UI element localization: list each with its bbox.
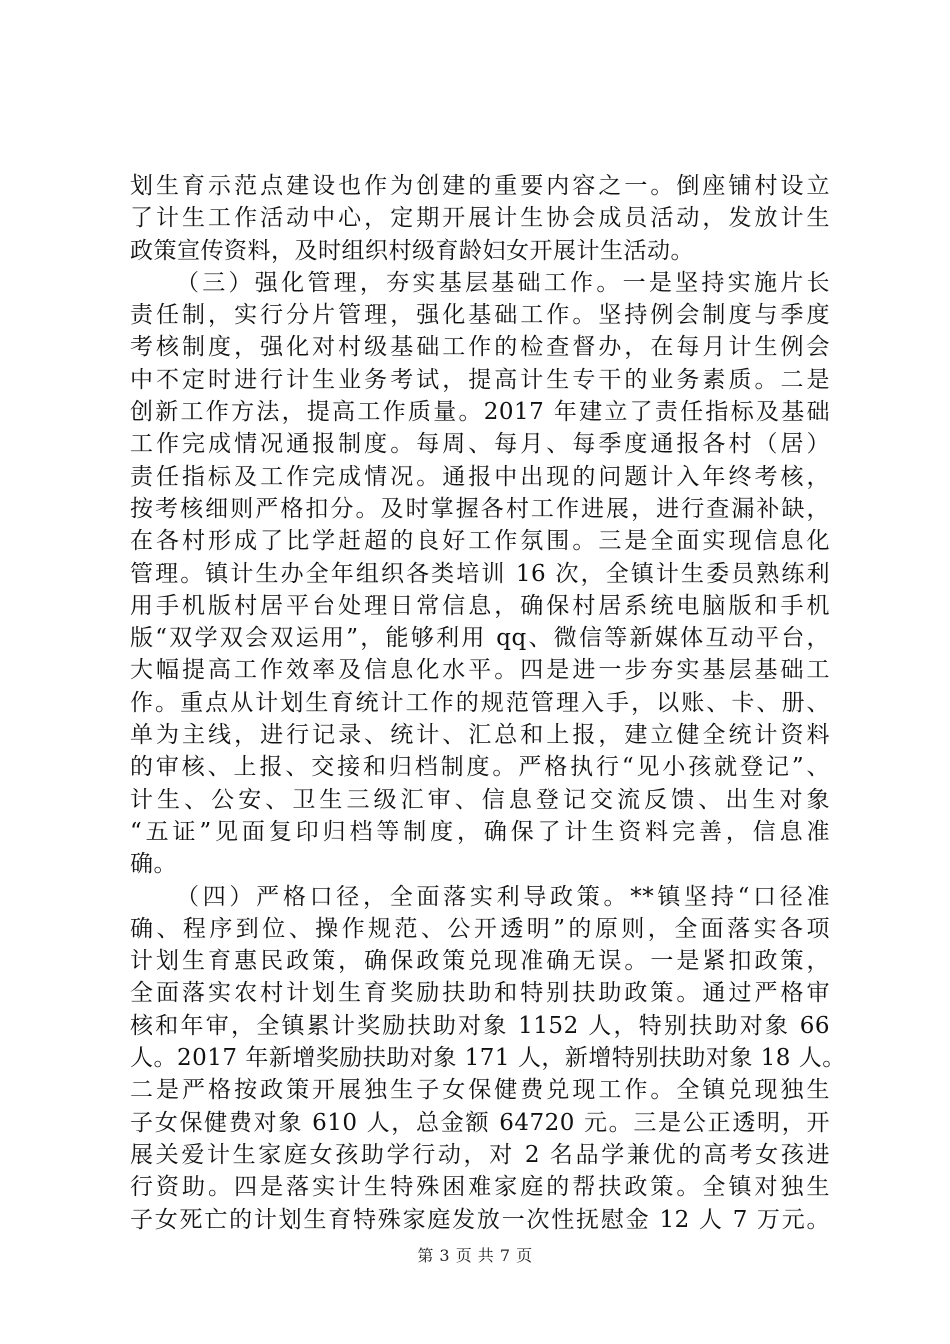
text-line: 按考核细则严格扣分。及时掌握各村工作进展，进行查漏补缺， xyxy=(130,495,830,522)
text-line: 计划生育惠民政策，确保政策兑现准确无误。一是紧扣政策， xyxy=(130,948,830,975)
text-line: （四）严格口径，全面落实利导政策。**镇坚持“口径准 xyxy=(176,883,830,910)
text-line: 展关爱计生家庭女孩助学行动，对 2 名品学兼优的高考女孩进 xyxy=(130,1141,830,1168)
text-line: 作。重点从计划生育统计工作的规范管理入手，以账、卡、册、 xyxy=(130,689,830,716)
text-line: 版“双学双会双运用”，能够利用 qq、微信等新媒体互动平台， xyxy=(130,625,830,652)
text-line: 中不定时进行计生业务考试，提高计生专干的业务素质。二是 xyxy=(130,366,830,393)
text-line: 人。2017 年新增奖励扶助对象 171 人，新增特别扶助对象 18 人。 xyxy=(130,1045,846,1072)
text-line: 核和年审，全镇累计奖励扶助对象 1152 人，特别扶助对象 66 xyxy=(130,1012,830,1039)
text-line: 子女死亡的计划生育特殊家庭发放一次性抚慰金 12 人 7 万元。 xyxy=(130,1206,830,1233)
text-line: 政策宣传资料，及时组织村级育龄妇女开展计生活动。 xyxy=(130,237,694,264)
text-line: 了计生工作活动中心，定期开展计生协会成员活动，发放计生 xyxy=(130,205,830,232)
text-line: 考核制度，强化对村级基础工作的检查督办，在每月计生例会 xyxy=(130,334,830,361)
text-line: 工作完成情况通报制度。每周、每月、每季度通报各村（居） xyxy=(130,431,830,458)
text-line: 用手机版村居平台处理日常信息，确保村居系统电脑版和手机 xyxy=(130,592,830,619)
text-line: 单为主线，进行记录、统计、汇总和上报，建立健全统计资料 xyxy=(130,722,830,749)
text-line: 创新工作方法，提高工作质量。2017 年建立了责任指标及基础 xyxy=(130,399,830,426)
text-line: 子女保健费对象 610 人，总金额 64720 元。三是公正透明，开 xyxy=(130,1109,830,1136)
text-line: （三）强化管理，夯实基层基础工作。一是坚持实施片长 xyxy=(176,269,830,296)
text-line: 确。 xyxy=(130,851,177,878)
text-line: 的审核、上报、交接和归档制度。严格执行“见小孩就登记”、 xyxy=(130,754,830,781)
text-line: “五证”见面复印归档等制度，确保了计生资料完善，信息准 xyxy=(130,818,830,845)
text-line: 二是严格按政策开展独生子女保健费兑现工作。全镇兑现独生 xyxy=(130,1077,830,1104)
text-line: 确、程序到位、操作规范、公开透明”的原则，全面落实各项 xyxy=(130,915,830,942)
text-line: 责任指标及工作完成情况。通报中出现的问题计入年终考核， xyxy=(130,463,830,490)
text-line: 行资助。四是落实计生特殊困难家庭的帮扶政策。全镇对独生 xyxy=(130,1174,830,1201)
text-line: 计生、公安、卫生三级汇审、信息登记交流反馈、出生对象 xyxy=(130,786,830,813)
text-line: 管理。镇计生办全年组织各类培训 16 次，全镇计生委员熟练利 xyxy=(130,560,830,587)
text-line: 责任制，实行分片管理，强化基础工作。坚持例会制度与季度 xyxy=(130,302,830,329)
text-line: 全面落实农村计划生育奖励扶助和特别扶助政策。通过严格审 xyxy=(130,980,830,1007)
text-line: 在各村形成了比学赶超的良好工作氛围。三是全面实现信息化 xyxy=(130,528,830,555)
document-body xyxy=(130,170,846,1236)
text-line: 大幅提高工作效率及信息化水平。四是进一步夯实基层基础工 xyxy=(130,657,830,684)
text-line: 划生育示范点建设也作为创建的重要内容之一。倒座铺村设立 xyxy=(130,173,830,199)
page-footer: 第 3 页 共 7 页 xyxy=(417,1246,533,1265)
